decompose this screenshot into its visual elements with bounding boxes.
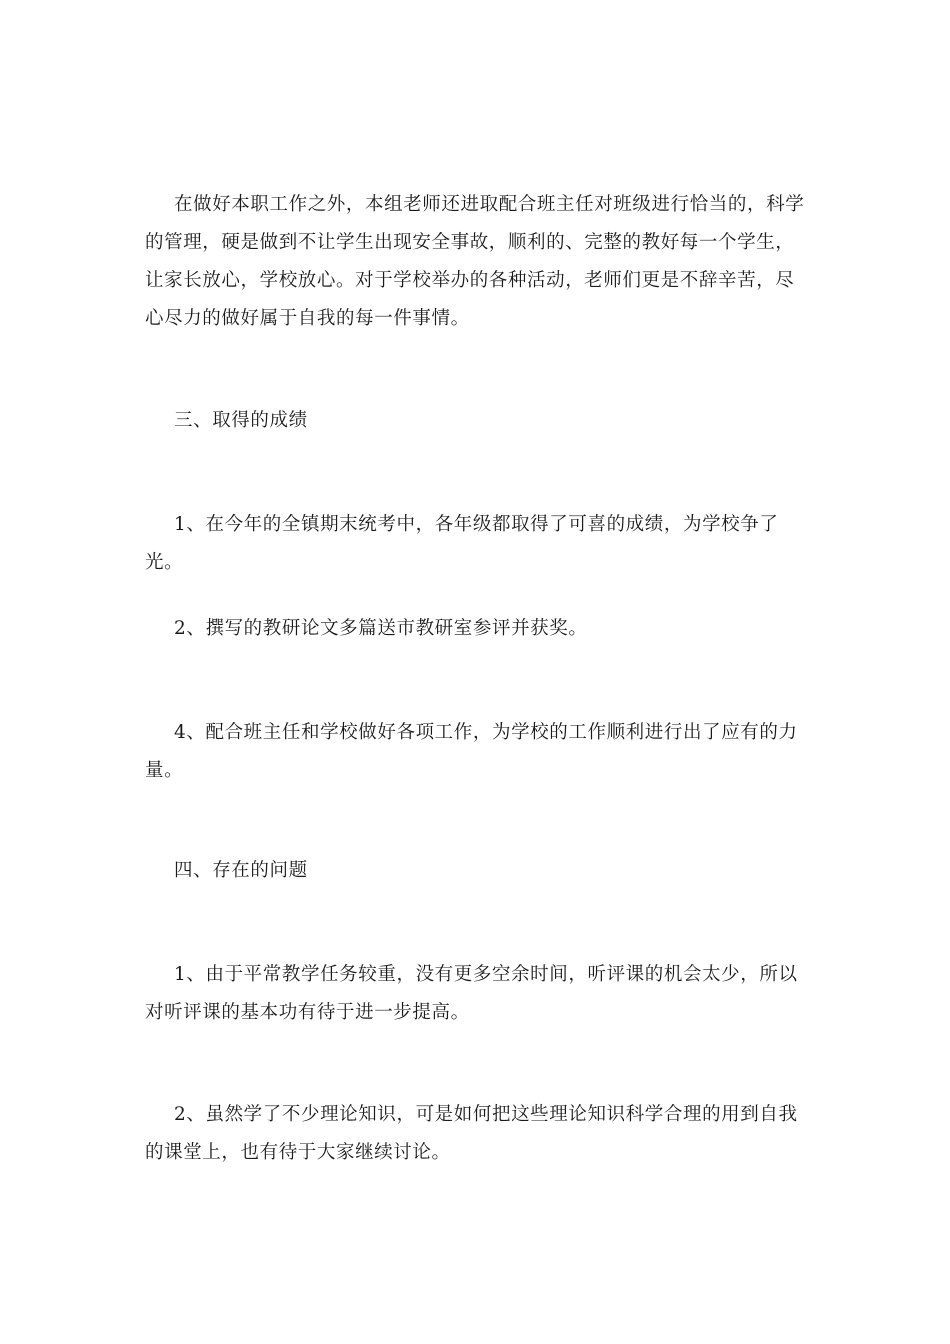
section-heading-problems: 四、存在的问题 bbox=[174, 860, 308, 881]
problem-item-1: 1、由于平常教学任务较重，没有更多空余时间，听评课的机会太少，所以对听评课的基本功有待于进一步提高。 bbox=[145, 964, 798, 1023]
paragraph-teamwork: 在做好本职工作之外，本组老师还进取配合班主任对班级进行恰当的，科学的管理，硬是做到不让学生出现安全事故，顺利的、完整的教好每一个学生，让家长放心，学校放心。对于学校举办的各种活动，老师们更是不辞辛苦，尽心尽力的做好属于自我的每一件事情。 bbox=[145, 194, 805, 329]
section-heading-achievements: 三、取得的成绩 bbox=[174, 410, 308, 431]
achievement-item-1: 1、在今年的全镇期末统考中，各年级都取得了可喜的成绩，为学校争了光。 bbox=[145, 514, 779, 573]
achievement-item-2: 2、撰写的教研论文多篇送市教研室参评并获奖。 bbox=[174, 618, 588, 639]
problem-item-2: 2、虽然学了不少理论知识，可是如何把这些理论知识科学合理的用到自我的课堂上，也有待于大家继续讨论。 bbox=[145, 1104, 798, 1163]
achievement-item-4: 4、配合班主任和学校做好各项工作，为学校的工作顺利进行出了应有的力量。 bbox=[145, 722, 798, 781]
